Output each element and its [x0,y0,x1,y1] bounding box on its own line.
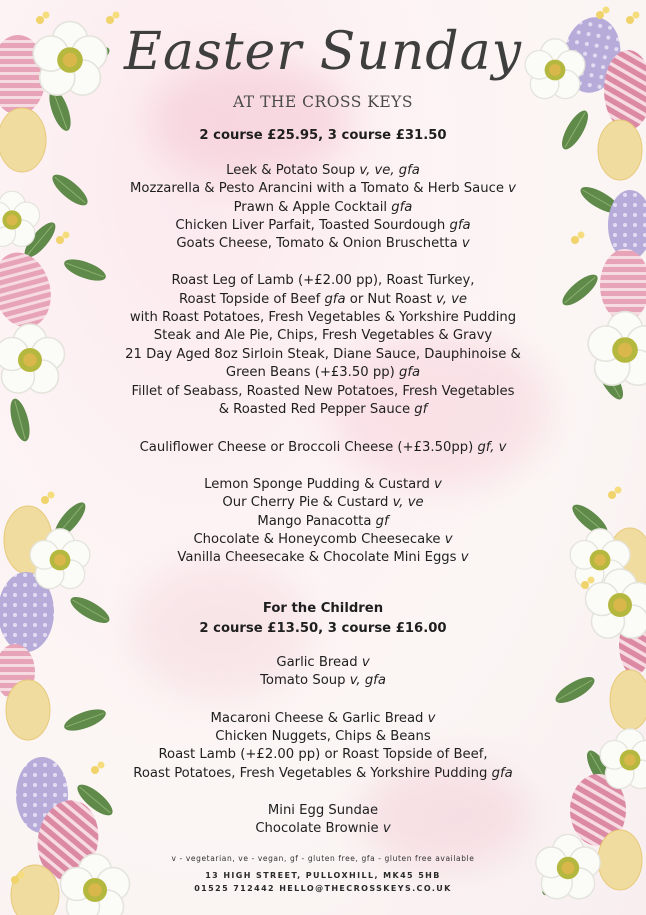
menu-item: Chicken Liver Parfait, Toasted Sourdough gfa [175,218,471,233]
menu-item: Goats Cheese, Tomato & Onion Bruschetta v [176,236,470,251]
menu-item: Roast Potatoes, Fresh Vegetables & Yorkshire Pudding gfa [133,766,513,781]
menu-item: Roast Lamb (+£2.00 pp) or Roast Topside of Beef, [158,747,488,762]
menu-item: Roast Leg of Lamb (+£2.00 pp), Roast Turkey, [171,273,475,288]
menu-item: Chocolate Brownie v [255,821,391,836]
menu-item: Leek & Potato Soup v, ve, gfa [226,163,420,178]
menu-item: Cauliflower Cheese or Broccoli Cheese (+£3.50pp) gf, v [139,440,507,455]
menu-item: Steak and Ale Pie, Chips, Fresh Vegetables & Gravy [153,328,493,343]
menu-item: Tomato Soup v, gfa [260,673,386,688]
menu-item: Green Beans (+£3.50 pp) gfa [225,365,421,380]
menu-item: Macaroni Cheese & Garlic Bread v [210,711,436,726]
price-line: 2 course £25.95, 3 course £31.50 [199,128,447,143]
menu-item: Chicken Nuggets, Chips & Beans [215,729,431,744]
page-title: Easter Sunday [124,22,522,82]
venue-subtitle: AT THE CROSS KEYS [232,93,414,111]
menu-item: Chocolate & Honeycomb Cheesecake v [193,532,453,547]
menu-item: Mango Panacotta gf [257,514,389,529]
menu-item: 21 Day Aged 8oz Sirloin Steak, Diane Sauce, Dauphinoise & [125,347,521,362]
menu-item: & Roasted Red Pepper Sauce gf [218,402,428,417]
menu-item: Garlic Bread v [276,655,370,670]
menu-item: Mozzarella & Pesto Arancini with a Tomato & Herb Sauce v [130,181,516,196]
contact-info: 01525 712442 HELLO@THECROSSKEYS.CO.UK [194,884,452,893]
children-heading: For the Children [262,601,384,616]
menu-item: Mini Egg Sundae [267,803,379,818]
children-price-line: 2 course £13.50, 3 course £16.00 [199,621,447,636]
address: 13 HIGH STREET, PULLOXHILL, MK45 5HB [205,871,441,880]
menu-item: Prawn & Apple Cocktail gfa [233,200,413,215]
dietary-legend: v - vegetarian, ve - vegan, gf - gluten free, gfa - gluten free available [171,854,475,863]
menu-item: Vanilla Cheesecake & Chocolate Mini Eggs v [177,550,469,565]
menu-item: Fillet of Seabass, Roasted New Potatoes, Fresh Vegetables [131,384,515,399]
menu-item: Roast Topside of Beef gfa or Nut Roast v, ve [178,292,468,307]
menu-item: with Roast Potatoes, Fresh Vegetables & Yorkshire Pudding [129,310,517,325]
menu-item: Lemon Sponge Pudding & Custard v [204,477,442,492]
menu-item: Our Cherry Pie & Custard v, ve [222,495,424,510]
